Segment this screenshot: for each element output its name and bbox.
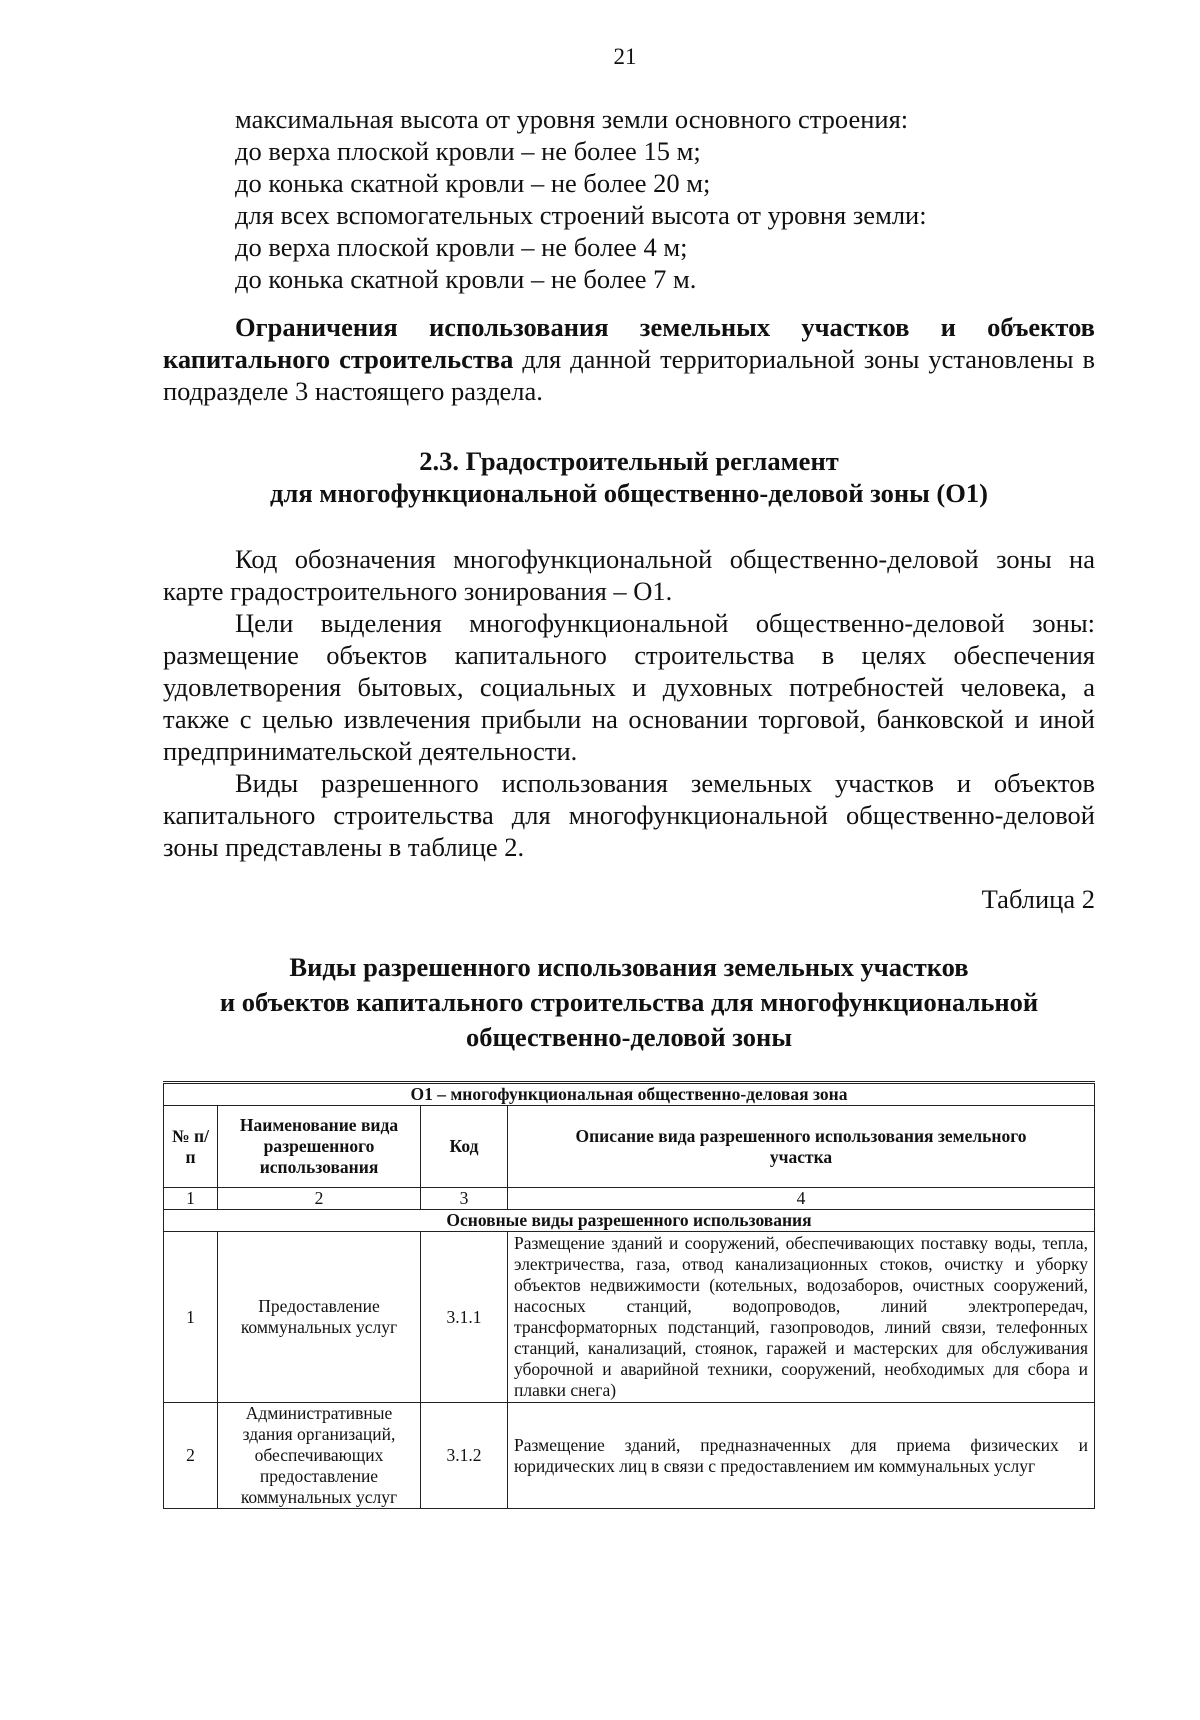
row-code: 3.1.2	[421, 1403, 508, 1509]
col-header-code: Код	[421, 1106, 508, 1188]
row-desc: Размещение зданий, предназначенных для приема физических и юридических лиц в связи с предоставлением им коммунальных услуг	[508, 1403, 1095, 1509]
column-number-row	[164, 1188, 1095, 1210]
list-line: максимальная высота от уровня земли основного строения:	[235, 104, 909, 134]
row-name: Административные здания организаций, обеспечивающих предоставление коммунальных услуг	[218, 1403, 421, 1509]
restrictions-bold-text: Ограничения использования земельных участков и объектов капитального строительства	[163, 312, 1095, 374]
row-desc: Размещение зданий и сооружений, обеспечивающих поставку воды, тепла, электричества, газа, отвод канализационных стоков, очистку и уборку объектов недвижимости (котельных, водозаборов, очистных сооружений, насосных станций, водопроводов, линий электропередач, трансформаторных подстанций, газопроводов, линий связи, телефонных станций, канализаций, стоянок, гаражей и мастерских для обслуживания уборочной и аварийной техники, сооружений, необходимых для сбора и плавки снега)	[508, 1232, 1095, 1403]
col-number: 1	[164, 1188, 218, 1210]
column-header-row	[164, 1106, 1095, 1188]
zone-header: О1 – многофункциональная общественно-деловая зона	[164, 1083, 1095, 1106]
row-name: Предоставление коммунальных услуг	[218, 1232, 421, 1403]
col-number: 4	[508, 1188, 1095, 1210]
table-title	[163, 950, 1095, 1055]
paragraph: Код обозначения многофункциональной общественно-деловой зоны на карте градостроительного зонирования – О1.	[163, 544, 1095, 606]
height-limits-list	[163, 103, 1095, 295]
row-num: 2	[164, 1403, 218, 1509]
col-header-desc: Описание вида разрешенного использования земельного участка	[508, 1106, 1095, 1188]
list-line: до верха плоской кровли – не более 15 м;	[235, 136, 701, 166]
subheader-row	[164, 1210, 1095, 1232]
section-heading-line2: для многофункциональной общественно-деловой зоны (О1)	[270, 478, 988, 508]
list-line: до верха плоской кровли – не более 4 м;	[235, 232, 688, 262]
row-num: 1	[164, 1232, 218, 1403]
table-title-line3: общественно-деловой зоны	[465, 1022, 793, 1052]
restrictions-text: для данной территориальной зоны установлены в подразделе 3 настоящего раздела.	[163, 344, 1095, 406]
table-title-line1: Виды разрешенного использования земельных участков	[289, 952, 969, 982]
col-header-name: Наименование вида разрешенного использования	[218, 1106, 421, 1188]
permitted-use-table	[163, 1081, 1095, 1509]
col-header-num: № п/п	[164, 1106, 218, 1188]
list-line: для всех вспомогательных строений высота от уровня земли:	[235, 200, 927, 230]
paragraph: Цели выделения многофункциональной общественно-деловой зоны: размещение объектов капитального строительства в целях обеспечения удовлетворения бытовых, социальных и духовных потребностей человека, а также с целью извлечения прибыли на основании торговой, банковской и иной предпринимательской деятельности.	[163, 608, 1095, 766]
paragraph: Виды разрешенного использования земельных участков и объектов капитального строительства для многофункциональной общественно-деловой зоны представлены в таблице 2.	[163, 768, 1095, 862]
table-row	[164, 1232, 1095, 1403]
section-heading-line1: 2.3. Градостроительный регламент	[419, 446, 839, 476]
col-number: 3	[421, 1188, 508, 1210]
list-line: до конька скатной кровли – не более 20 м;	[235, 168, 711, 198]
col-number: 2	[218, 1188, 421, 1210]
zone-header-row	[164, 1083, 1095, 1106]
table-row	[164, 1403, 1095, 1509]
restrictions-paragraph	[163, 311, 1095, 407]
table-title-line2: и объектов капитального строительства для многофункциональной	[219, 987, 1039, 1017]
body-paragraphs	[163, 543, 1095, 863]
table-label: Таблица 2	[981, 884, 1095, 914]
subheader: Основные виды разрешенного использования	[164, 1210, 1095, 1232]
section-heading	[163, 445, 1095, 509]
page-number: 21	[613, 44, 637, 69]
row-code: 3.1.1	[421, 1232, 508, 1403]
list-line: до конька скатной кровли – не более 7 м.	[235, 264, 697, 294]
